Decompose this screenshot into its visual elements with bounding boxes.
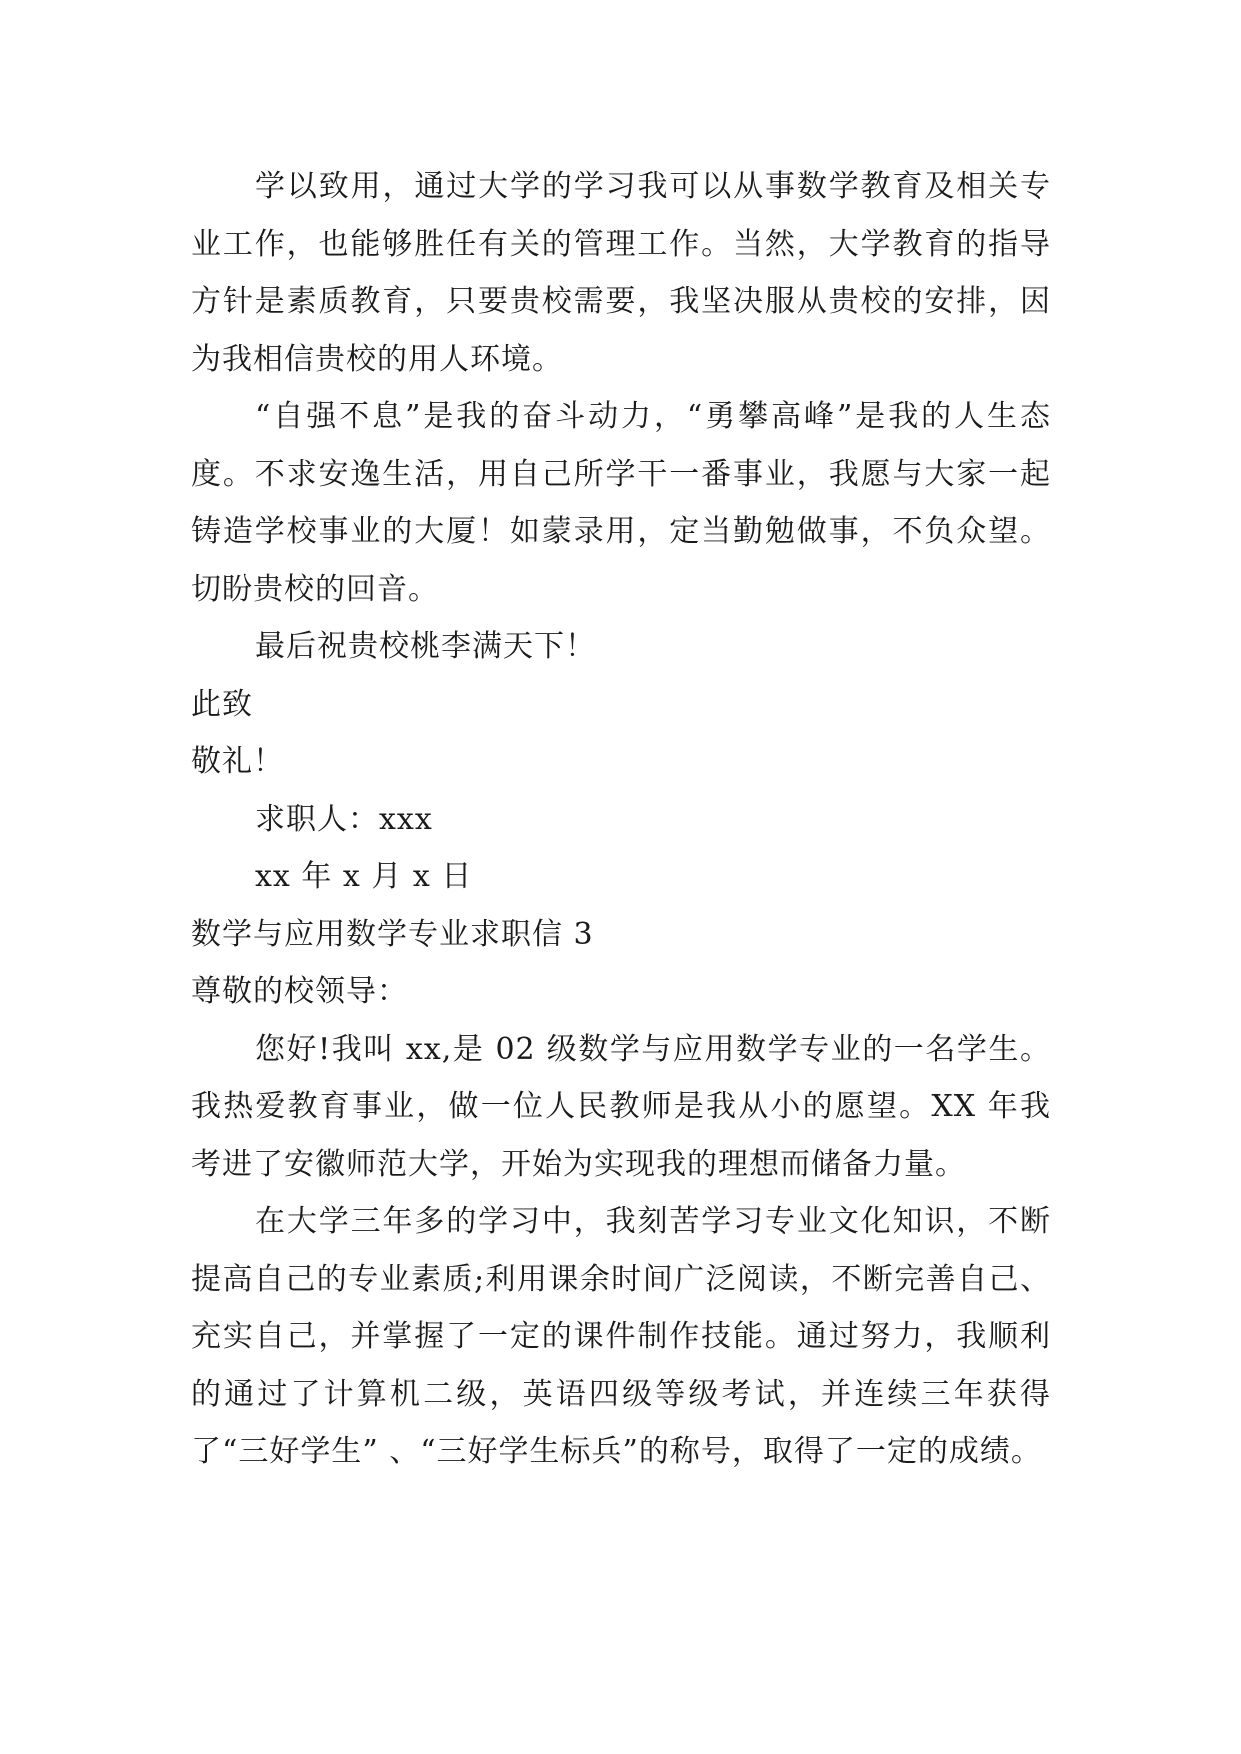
salutation: 尊敬的校领导： <box>191 974 408 1009</box>
closing-line-2: 敬礼！ <box>191 744 284 779</box>
paragraph-introduction: 您好!我叫 xx,是 02 级数学与应用数学专业的一名学生。我热爱教育事业，做一位人民教师是我从小的愿望。XX 年我考进了安徽师范大学，开始为实现我的理想而储备力量。 <box>191 1031 1051 1182</box>
date: xx 年 x 月 x 日 <box>255 859 473 894</box>
paragraph-career-goal: 学以致用，通过大学的学习我可以从事数学教育及相关专业工作，也能够胜任有关的管理工作。当然，大学教育的指导方针是素质教育，只要贵校需要，我坚决服从贵校的安排，因为我相信贵校的用人环境。 <box>191 169 1051 377</box>
closing-line-1: 此致 <box>191 686 253 722</box>
section-title: 数学与应用数学专业求职信 3 <box>191 916 594 952</box>
paragraph-achievements: 在大学三年多的学习中，我刻苦学习专业文化知识，不断提高自己的专业素质;利用课余时间广泛阅读，不断完善自己、充实自己，并掌握了一定的课件制作技能。通过努力，我顺利的通过了计算机二级，英语四级等级考试，并连续三年获得了“三好学生” 、“三好学生标兵”的称号，取得了一定的成绩。 <box>191 1204 1051 1469</box>
paragraph-motto: “自强不息”是我的奋斗动力，“勇攀高峰”是我的人生态度。不求安逸生活，用自己所学干一番事业，我愿与大家一起铸造学校事业的大厦！如蒙录用，定当勤勉做事，不负众望。切盼贵校的回音。 <box>191 399 1051 607</box>
document-body <box>191 158 1051 1481</box>
paragraph-wishes: 最后祝贵校桃李满天下！ <box>255 629 596 664</box>
signature: 求职人：xxx <box>255 801 433 837</box>
